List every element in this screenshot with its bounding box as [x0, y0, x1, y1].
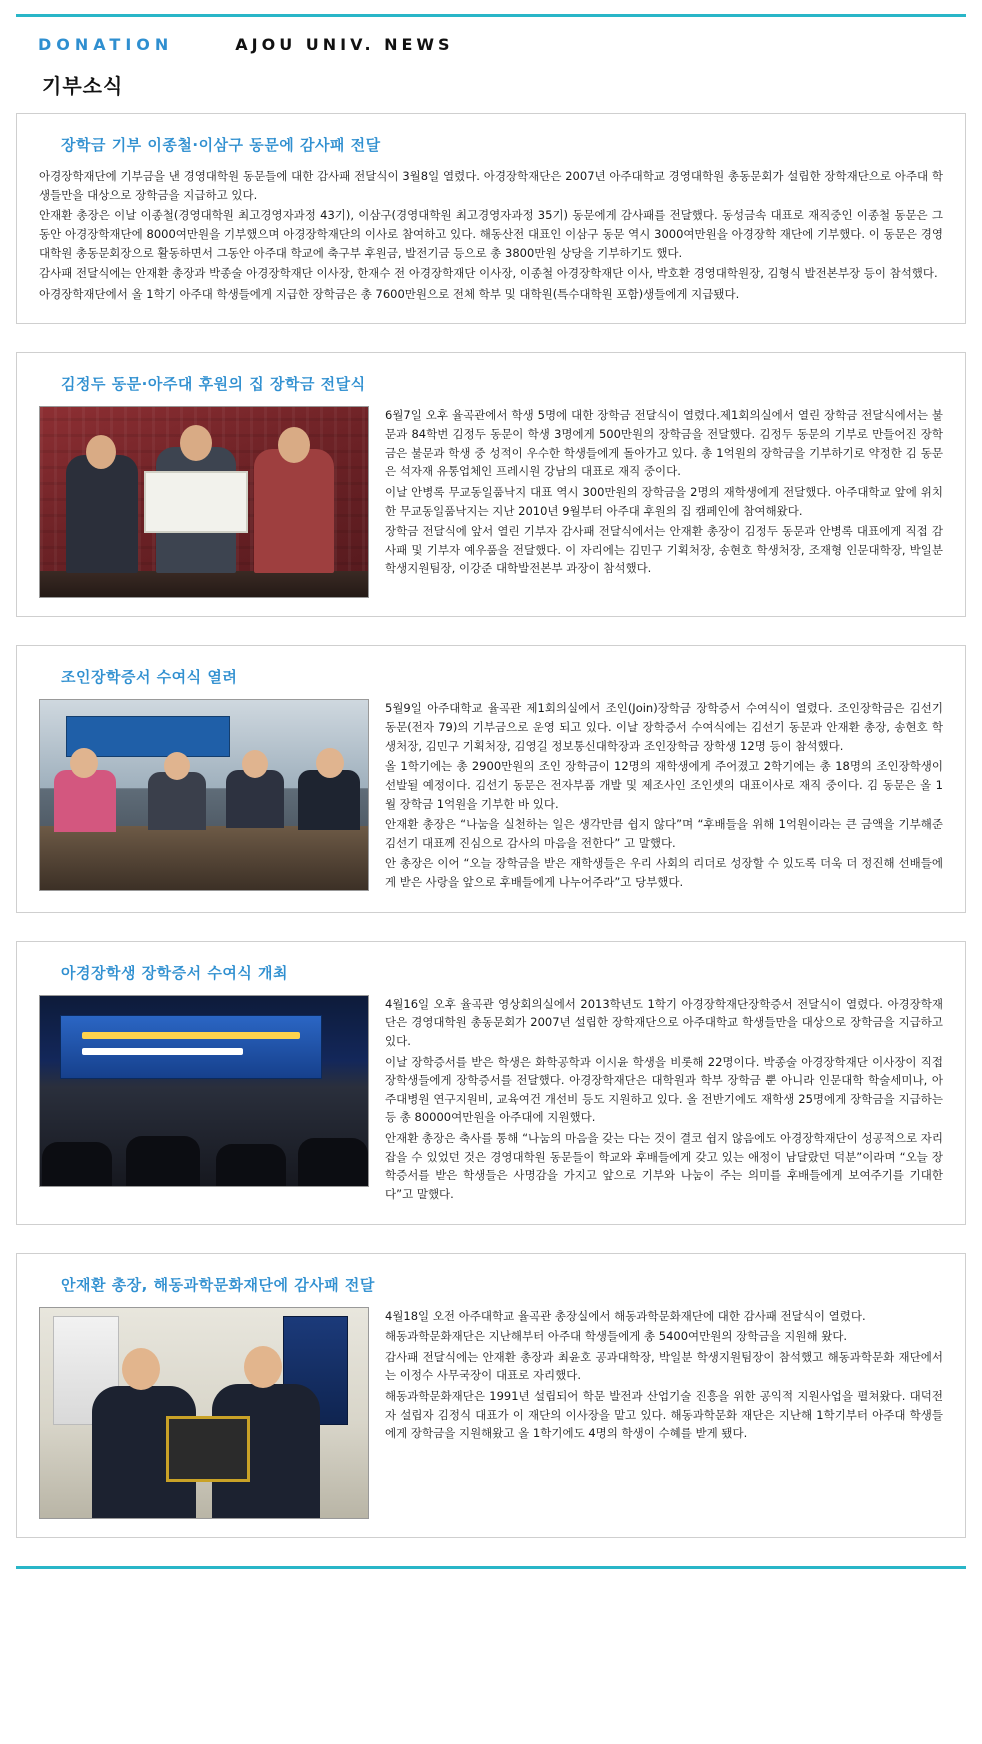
article-paragraph: 안재환 총장은 이날 이종철(경영대학원 최고경영자과정 43기), 이삼구(경영대학원 최고경영자과정 35기) 동문에게 감사패를 전달했다. 동성금속 대표로 재직중인 이종철 동문은 그동안 아경장학재단에 8000여만원을 기부했으며 아경장학재단의 이사로 참여하고 있다. 해동산전 대표인 이삼구 동문 역시 3000여만원을 아경장학 재단에 기부했다. 이 동문은 경영대학원 총동문회장으로 활동하면서 그동안 아주대 학교에 축구부 후원금, 발전기금 등으로 총 3800만원 상당을 기부하기도 했다. — [39, 208, 943, 260]
article-paragraph: 안재환 총장은 “나눔을 실천하는 일은 생각만큼 쉽지 않다”며 “후배들을 위해 1억원이라는 큰 금액을 기부해준 김선기 대표께 진심으로 감사의 마음을 전한다” 고 말했다. — [385, 817, 943, 850]
scholarship-handover-photo — [39, 406, 369, 598]
article-card — [16, 113, 966, 324]
article-paragraph: 감사패 전달식에는 안재환 총장과 박종술 아경장학재단 이사장, 한재수 전 아경장학재단 이사장, 이종철 아경장학재단 이사, 박호환 경영대학원장, 김형식 발전본부장 등이 참석했다. — [39, 266, 938, 281]
article-paragraph: 해동과학문화재단은 1991년 설립되어 학문 발전과 산업기술 진흥을 위한 공익적 지원사업을 펼쳐왔다. 대덕전자 설립자 김정식 대표가 이 재단의 이사장을 맡고 있다. 해동과학문화 재단은 지난해 1학기부터 아주대 학생들에게 장학금을 지원해왔고 올 1학기에도 4명의 학생이 수혜를 받게 됐다. — [385, 1389, 943, 1441]
article-title: 안재환 총장, 해동과학문화재단에 감사패 전달 — [61, 1275, 375, 1294]
join-scholarship-meeting-photo — [39, 699, 369, 891]
article-text — [385, 699, 943, 893]
bottom-accent-rule — [16, 1566, 966, 1569]
article-card — [16, 352, 966, 617]
article-text — [385, 1307, 943, 1445]
article-paragraph: 이날 장학증서를 받은 학생은 화학공학과 이시윤 학생을 비롯해 22명이다. 박종술 아경장학재단 이사장이 직접 장학생들에게 장학증서를 전달했다. 아경장학재단은 대학원과 학부 장학금 뿐 아니라 인문대학 학술세미나, 아주대병원 연구지원비, 교육여건 개선비 등도 지원하고 있다. 올 전반기에도 재학생 25명에게 장학금을 지급하는 등 총 80000여만원을 아주대에 지원했다. — [385, 1054, 943, 1125]
article-text — [39, 167, 943, 305]
article-paragraph: 안재환 총장은 축사를 통해 “나눔의 마음을 갖는 다는 것이 결코 쉽지 않음에도 아경장학재단이 성공적으로 자리잡을 수 있었던 것은 경영대학원 동문들이 학교와 후배들에게 갖고 있는 애정이 남달랐던 덕분”이라며 “오늘 장학증서를 받은 학생들은 사명감을 가지고 앞으로 기부와 나눔이 주는 의미를 후배들에게 보여주기를 기대한다”고 말했다. — [385, 1131, 943, 1201]
article-paragraph: 안 총장은 이어 “오늘 장학금을 받은 재학생들은 우리 사회의 리더로 성장할 수 있도록 더욱 더 정진해 선배들에게 받은 사랑을 앞으로 후배들에게 나누어주라”고 당부했다. — [385, 856, 943, 889]
article-paragraph: 장학금 전달식에 앞서 열린 기부자 감사패 전달식에서는 안재환 총장이 김정두 동문과 안병록 대표에게 직접 감사패 및 기부자 예우품을 전달했다. 이 자리에는 김민구 기획처장, 송현호 학생처장, 조재형 인문대학장, 박일분 학생지원팀장, 이강준 대학발전본부 과장이 참석했다. — [385, 524, 943, 576]
article-paragraph: 해동과학문화재단은 지난해부터 아주대 학생들에게 총 5400여만원의 장학금을 지원해 왔다. — [385, 1329, 848, 1344]
article-paragraph: 올 1학기에는 총 2900만원의 조인 장학금이 12명의 재학생에게 주어졌고 2학기에는 총 18명의 조인장학생이 선발될 예정이다. 김선기 동문은 전자부품 개발 및 제조사인 조인셋의 대표이사로 재직 중이다. 김 동문은 올 1월 장학금 1억원을 기부한 바 있다. — [385, 759, 943, 811]
article-paragraph: 5월9일 아주대학교 율곡관 제1회의실에서 조인(Join)장학금 장학증서 수여식이 열렸다. 조인장학금은 김선기 동문(전자 79)의 기부금으로 운영 되고 있다. 이날 장학증서 수여식에는 김선기 동문과 안재환 총장, 송현호 학생처장, 김민구 기획처장, 김영길 정보통신대학장과 조인장학금 장학생 12명 등이 참석했다. — [385, 701, 943, 753]
article-paragraph: 감사패 전달식에는 안재환 총장과 최윤호 공과대학장, 박일분 학생지원팀장이 참석했고 해동과학문화 재단에서는 이정수 사무국장이 대표로 자리했다. — [385, 1349, 943, 1383]
article-card — [16, 1253, 966, 1538]
page-title: 기부소식 — [42, 74, 124, 98]
article-paragraph: 아경장학재단에서 올 1학기 아주대 학생들에게 지급한 장학금은 총 7600만원으로 전체 학부 및 대학원(특수대학원 포함)생들에게 지급됐다. — [39, 286, 740, 301]
article-paragraph: 이날 안병록 무교동일품낙지 대표 역시 300만원의 장학금을 2명의 재학생에게 전달했다. 아주대학교 앞에 위치한 무교동일품낙지는 지난 2010년 9월부터 아주대 후원의 집 캠페인에 참여해왔다. — [385, 484, 943, 518]
newsletter-page — [0, 14, 982, 1744]
article-paragraph: 4월18일 오전 아주대학교 율곡관 총장실에서 해동과학문화재단에 대한 감사패 전달식이 열렸다. — [385, 1308, 866, 1323]
masthead — [0, 17, 982, 60]
haedong-plaque-photo — [39, 1307, 369, 1519]
article-text — [385, 995, 943, 1206]
donation-label: DONATION — [38, 35, 174, 54]
article-title: 장학금 기부 이종철·이삼구 동문에 감사패 전달 — [61, 136, 381, 154]
article-title: 아경장학생 장학증서 수여식 개최 — [61, 963, 289, 982]
article-title: 김정두 동문·아주대 후원의 집 장학금 전달식 — [61, 375, 366, 394]
publication-title: AJOU UNIV. NEWS — [235, 35, 454, 54]
article-paragraph: 4월16일 오후 율곡관 영상회의실에서 2013학년도 1학기 아경장학재단장학증서 전달식이 열렸다. 아경장학재단은 경영대학원 총동문회가 2007년 설립한 장학재단으로 아주대학교 학생들만을 대상으로 장학금을 지급하고 있다. — [385, 996, 943, 1048]
article-text — [385, 406, 943, 580]
article-card — [16, 941, 966, 1225]
article-paragraph: 아경장학재단에 기부금을 낸 경영대학원 동문들에 대한 감사패 전달식이 3월8일 열렸다. 아경장학재단은 2007년 아주대학교 경영대학원 총동문회가 설립한 장학재단으로 아주대 학생들만을 대상으로 장학금을 지급하고 있다. — [39, 169, 943, 202]
article-title: 조인장학증서 수여식 열려 — [61, 668, 238, 687]
article-paragraph: 6월7일 오후 율곡관에서 학생 5명에 대한 장학금 전달식이 열렸다.제1회의실에서 열린 장학금 전달식에서는 불문과 84학번 김정두 동문이 학생 3명에게 500만원의 장학금을 전달했다. 김정두 동문의 기부로 만들어진 장학금은 불문과 학생 중 성적이 우수한 학생들에게 돌아가고 있다. 총 1억원의 장학금을 기부하기로 약정한 김 동문은 석자재 유통업체인 프레시원 강남의 대표로 재직 중이다. — [385, 408, 943, 479]
article-card — [16, 645, 966, 912]
agyeong-ceremony-photo — [39, 995, 369, 1187]
